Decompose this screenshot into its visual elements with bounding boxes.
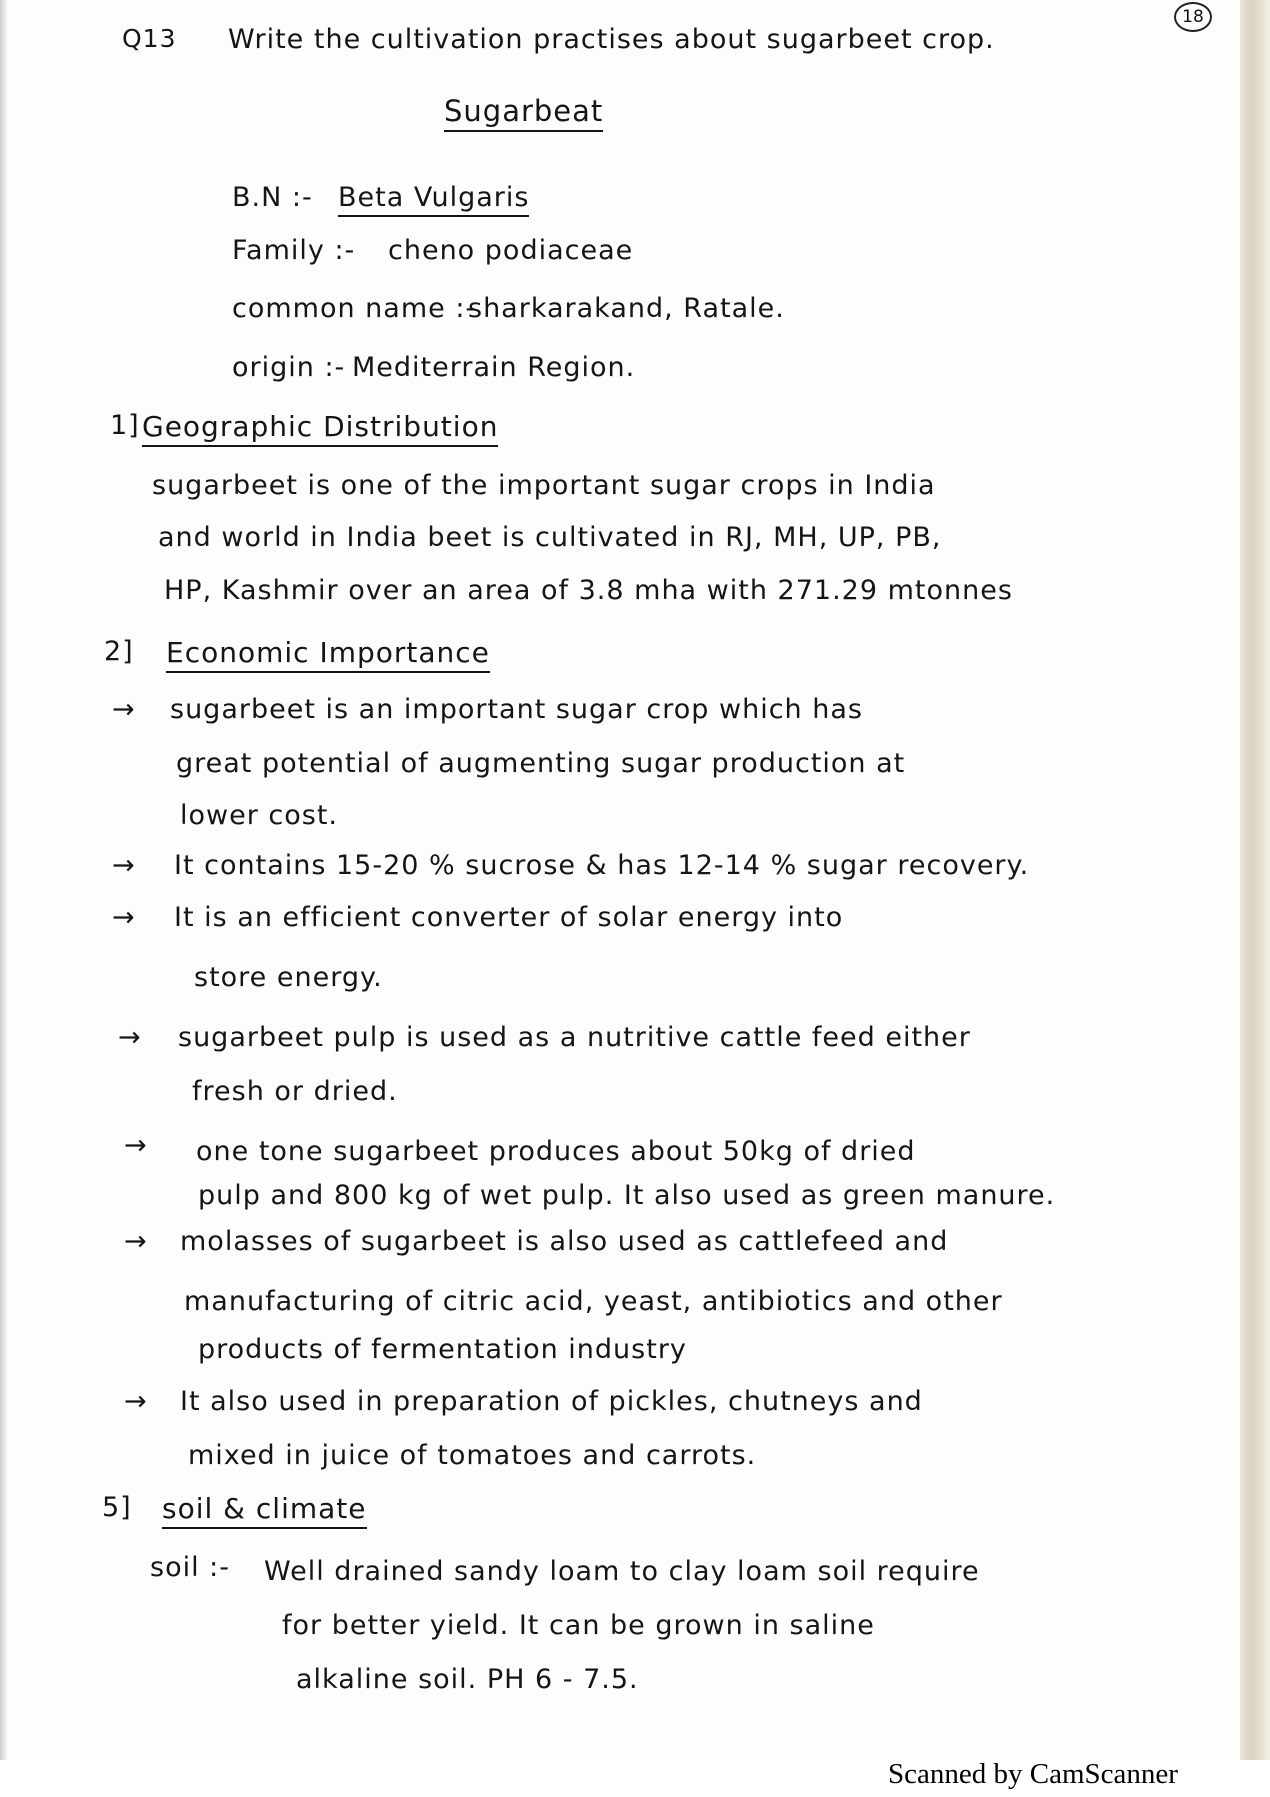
- text-line: alkaline soil. PH 6 - 7.5.: [296, 1664, 639, 1695]
- text-line: pulp and 800 kg of wet pulp. It also used as green manure.: [198, 1180, 1056, 1211]
- text-line: sugarbeet pulp is used as a nutritive cattle feed either: [178, 1022, 971, 1053]
- notebook-binding-edge: [1240, 0, 1270, 1760]
- bullet-arrow: →: [112, 902, 136, 933]
- text-line: It is an efficient converter of solar energy into: [174, 902, 844, 933]
- text-line: store energy.: [194, 962, 383, 993]
- bullet-arrow: →: [124, 1226, 148, 1257]
- text-line: one tone sugarbeet produces about 50kg of dried: [196, 1136, 916, 1167]
- page-number: 18: [1174, 2, 1212, 32]
- info-label: origin :-: [232, 352, 346, 383]
- bullet-arrow: →: [112, 850, 136, 881]
- info-value: cheno podiaceae: [388, 235, 634, 266]
- question-text: Write the cultivation practises about sugarbeet crop.: [228, 24, 995, 55]
- section-heading: soil & climate: [162, 1492, 367, 1529]
- page-title: Sugarbeat: [444, 94, 603, 132]
- soil-label: soil :-: [150, 1552, 231, 1583]
- section-number: 5]: [102, 1492, 132, 1523]
- text-line: for better yield. It can be grown in saline: [282, 1610, 875, 1641]
- bullet-arrow: →: [118, 1022, 142, 1053]
- bullet-arrow: →: [124, 1386, 148, 1417]
- page-left-edge: [0, 0, 8, 1760]
- text-line: products of fermentation industry: [198, 1334, 687, 1365]
- text-line: great potential of augmenting sugar production at: [176, 748, 906, 779]
- text-line: fresh or dried.: [192, 1076, 398, 1107]
- text-line: mixed in juice of tomatoes and carrots.: [188, 1440, 757, 1471]
- text-line: It contains 15-20 % sucrose & has 12-14 % sugar recovery.: [174, 850, 1030, 881]
- info-value: sharkarakand, Ratale.: [468, 293, 785, 324]
- info-label: B.N :-: [232, 182, 313, 213]
- text-line: manufacturing of citric acid, yeast, antibiotics and other: [184, 1286, 1003, 1317]
- info-label: common name :-: [232, 293, 477, 324]
- text-line: It also used in preparation of pickles, chutneys and: [180, 1386, 923, 1417]
- question-label: Q13: [122, 24, 177, 53]
- text-line: sugarbeet is an important sugar crop which has: [170, 694, 863, 725]
- text-line: HP, Kashmir over an area of 3.8 mha with 271.29 mtonnes: [164, 575, 1013, 606]
- section-number: 1]: [110, 410, 140, 441]
- text-line: and world in India beet is cultivated in RJ, MH, UP, PB,: [158, 522, 942, 553]
- info-value: Mediterrain Region.: [352, 352, 636, 383]
- text-line: sugarbeet is one of the important sugar crops in India: [152, 470, 936, 501]
- info-value: Beta Vulgaris: [338, 182, 529, 217]
- text-line: molasses of sugarbeet is also used as cattlefeed and: [180, 1226, 949, 1257]
- scanner-watermark: Scanned by CamScanner: [888, 1758, 1178, 1790]
- bullet-arrow: →: [124, 1130, 148, 1161]
- section-heading: Geographic Distribution: [142, 410, 498, 447]
- bullet-arrow: →: [112, 694, 136, 725]
- section-heading: Economic Importance: [166, 636, 490, 673]
- section-number: 2]: [104, 636, 134, 667]
- text-line: lower cost.: [180, 800, 338, 831]
- info-label: Family :-: [232, 235, 356, 266]
- text-line: Well drained sandy loam to clay loam soil require: [264, 1556, 980, 1587]
